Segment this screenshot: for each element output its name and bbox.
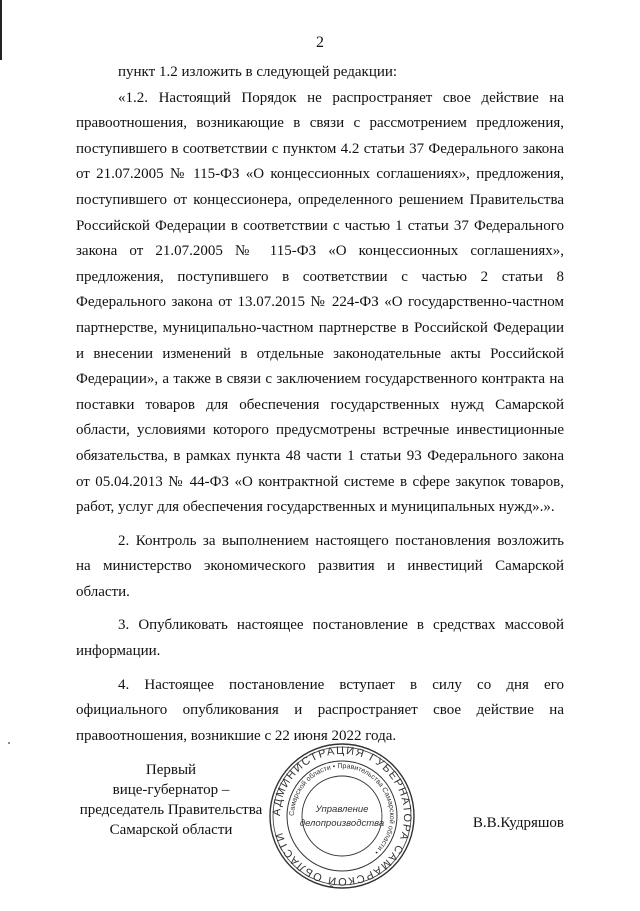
page-number: 2 — [316, 34, 324, 51]
seal-center-line: делопроизводства — [299, 818, 385, 829]
intro-paragraph: пункт 1.2 изложить в следующей редакции: — [118, 64, 398, 80]
item-2-paragraph: 2. Контроль за выполнением настоящего постановления возложить на министерство экономического развития и инвестиций Самарской области. — [76, 532, 564, 600]
seal-center-line: Управление — [315, 804, 369, 815]
signer-title — [76, 760, 266, 840]
signer-title-line: председатель Правительства — [79, 802, 263, 818]
item-3-paragraph: 3. Опубликовать настоящее постановление в средствах массовой информации. — [76, 617, 564, 660]
clause-1-2-paragraph: «1.2. Настоящий Порядок не распространяет свое действие на правоотношения, возникающие в связи с рассмотрением предложения, поступившего в соответствии с пунктом 4.2 статьи 37 Федерального закона от 21.07.2005 № 115-ФЗ «О концессионных соглашениях», предложения, поступившего от концессионера, определенного решением Правительства Российской Федерации в соответствии с частью 1 статьи 37 Федерального закона от 21.07.2005 № 115-ФЗ «О концессионных соглашениях», предложения, поступившего в соответствии с частью 2 статьи 8 Федерального закона от 13.07.2015 № 224-ФЗ «О государственно-частном партнерстве, муниципально-частном партнерстве в Российской Федерации и внесении изменений в отдельные законодательные акты Российской Федерации», а также в связи с заключением государственного контракта на поставки товаров для обеспечения государственных нужд Самарской области, условиями которого предусмотрены встречные инвестиционные обязательства, в рамках пункта 48 части 1 статьи 93 Федерального закона от 05.04.2013 № 44-ФЗ «О контрактной системе в сфере закупок товаров, работ, услуг для обеспечения государственных и муниципальных нужд».». — [76, 89, 564, 516]
signer-title-line: Самарской области — [109, 822, 233, 838]
document-body — [76, 60, 564, 749]
item-4-paragraph: 4. Настоящее постановление вступает в силу со дня его официального опубликования и распространяет свое действие на правоотношения, возникшие с 22 июня 2022 года. — [76, 676, 564, 744]
scan-artifact — [8, 742, 10, 744]
seal-inner-text: Самарской области • Правительства Самарской области • — [288, 762, 396, 856]
signer-title-line: Первый — [145, 762, 197, 778]
seal-outer-text: АДМИНИСТРАЦИЯ ГУБЕРНАТОРА САМАРСКОЙ ОБЛАСТИ — [270, 744, 414, 888]
signer-name: В.В.Кудряшов — [472, 815, 564, 831]
official-seal — [268, 742, 416, 890]
signer-title-line: вице-губернатор – — [112, 782, 230, 798]
